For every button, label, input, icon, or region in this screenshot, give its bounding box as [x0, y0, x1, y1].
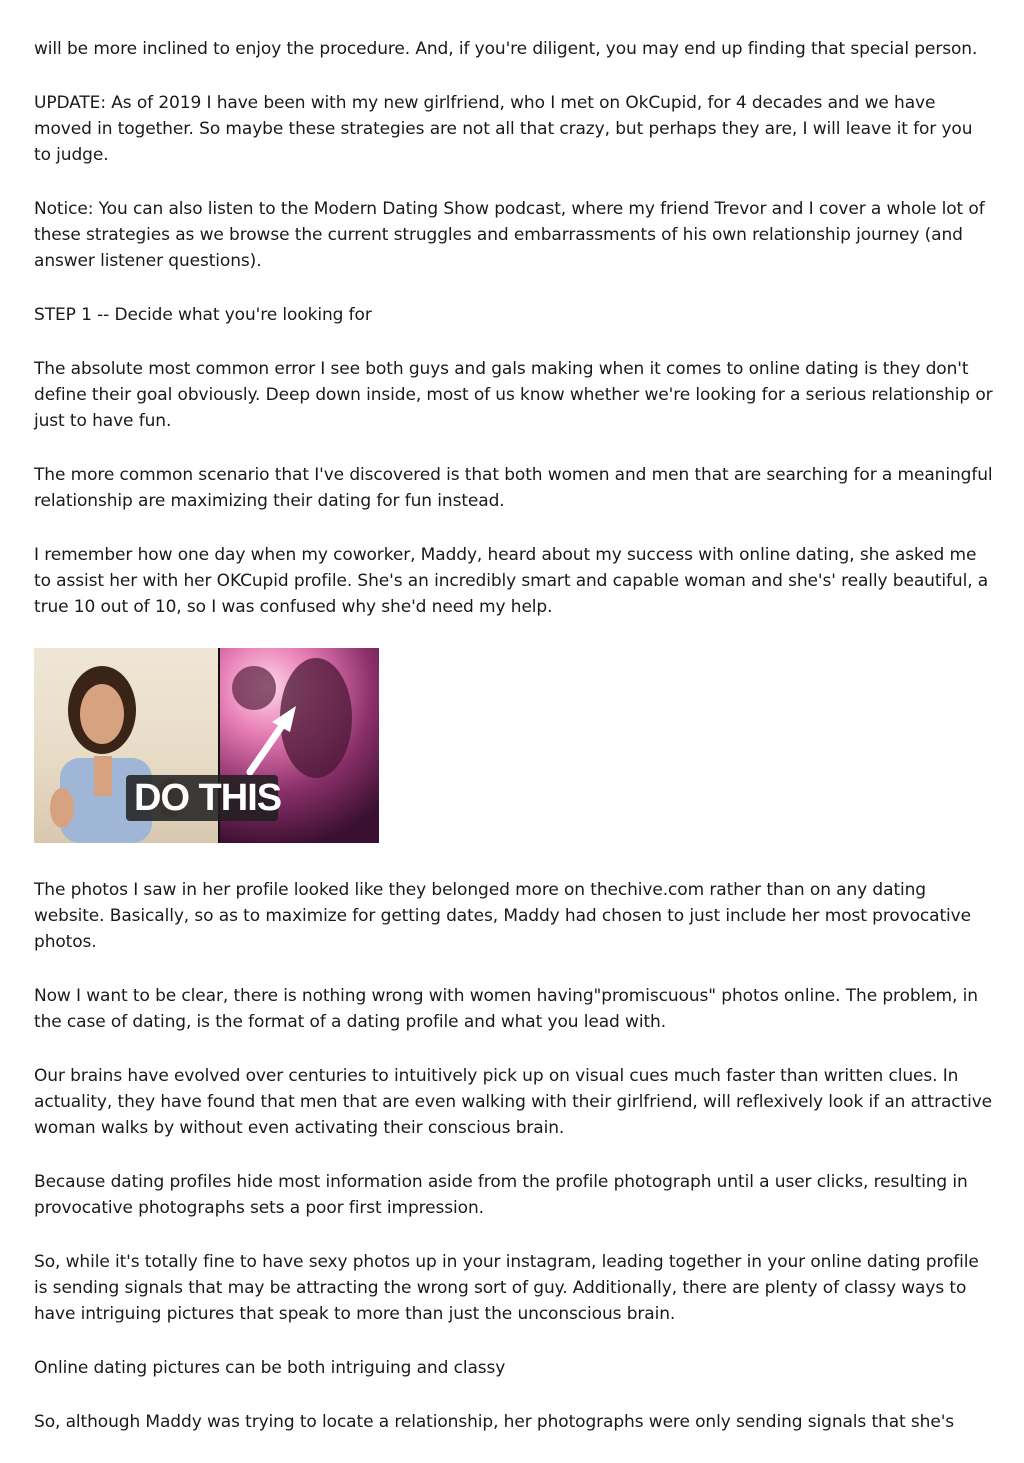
- article-body: [34, 36, 994, 1463]
- article-image: [34, 648, 379, 843]
- paragraph: Notice: You can also listen to the Modern Dating Show podcast, where my friend Trevor and I cover a whole lot of these strategies as we browse the current struggles and embarrassments of his own relationship journey (and answer listener questions).: [34, 199, 985, 271]
- section-heading: Online dating pictures can be both intriguing and classy: [34, 1358, 506, 1378]
- image-caption: DO THIS: [134, 777, 282, 819]
- paragraph: UPDATE: As of 2019 I have been with my new girlfriend, who I met on OkCupid, for 4 decades and we have moved in together. So maybe these strategies are not all that crazy, but perhaps they are, I will leave it for you to judge.: [34, 93, 973, 165]
- paragraph: The absolute most common error I see both guys and gals making when it comes to online dating is they don't define their goal obviously. Deep down inside, most of us know whether we're looking for a serious relationship or just to have fun.: [34, 359, 993, 431]
- paragraph: The more common scenario that I've discovered is that both women and men that are searching for a meaningful relationship are maximizing their dating for fun instead.: [34, 465, 993, 511]
- paragraph: The photos I saw in her profile looked like they belonged more on thechive.com rather than on any dating website. Basically, so as to maximize for getting dates, Maddy had chosen to just include her most provocative photos.: [34, 880, 971, 952]
- paragraph: Now I want to be clear, there is nothing wrong with women having"promiscuous" photos online. The problem, in the case of dating, is the format of a dating profile and what you lead with.: [34, 986, 978, 1032]
- paragraph: So, while it's totally fine to have sexy photos up in your instagram, leading together in your online dating profile is sending signals that may be attracting the wrong sort of guy. Additionally, there are plenty of classy ways to have intriguing pictures that speak to more than just the unconscious brain.: [34, 1252, 979, 1324]
- paragraph: will be more inclined to enjoy the procedure. And, if you're diligent, you may end up finding that special person.: [34, 39, 978, 59]
- section-heading: STEP 1 -- Decide what you're looking for: [34, 305, 372, 325]
- paragraph: I remember how one day when my coworker, Maddy, heard about my success with online dating, she asked me to assist her with her OKCupid profile. She's an incredibly smart and capable woman and she's' really beautiful, a true 10 out of 10, so I was confused why she'd need my help.: [34, 545, 989, 617]
- paragraph: Our brains have evolved over centuries to intuitively pick up on visual cues much faster than written clues. In actuality, they have found that men that are even walking with their girlfriend, will reflexively look if an attractive woman walks by without even activating their conscious brain.: [34, 1066, 993, 1138]
- paragraph: So, although Maddy was trying to locate a relationship, her photographs were only sending signals that she's: [34, 1412, 955, 1432]
- paragraph: Because dating profiles hide most information aside from the profile photograph until a user clicks, resulting in provocative photographs sets a poor first impression.: [34, 1172, 968, 1218]
